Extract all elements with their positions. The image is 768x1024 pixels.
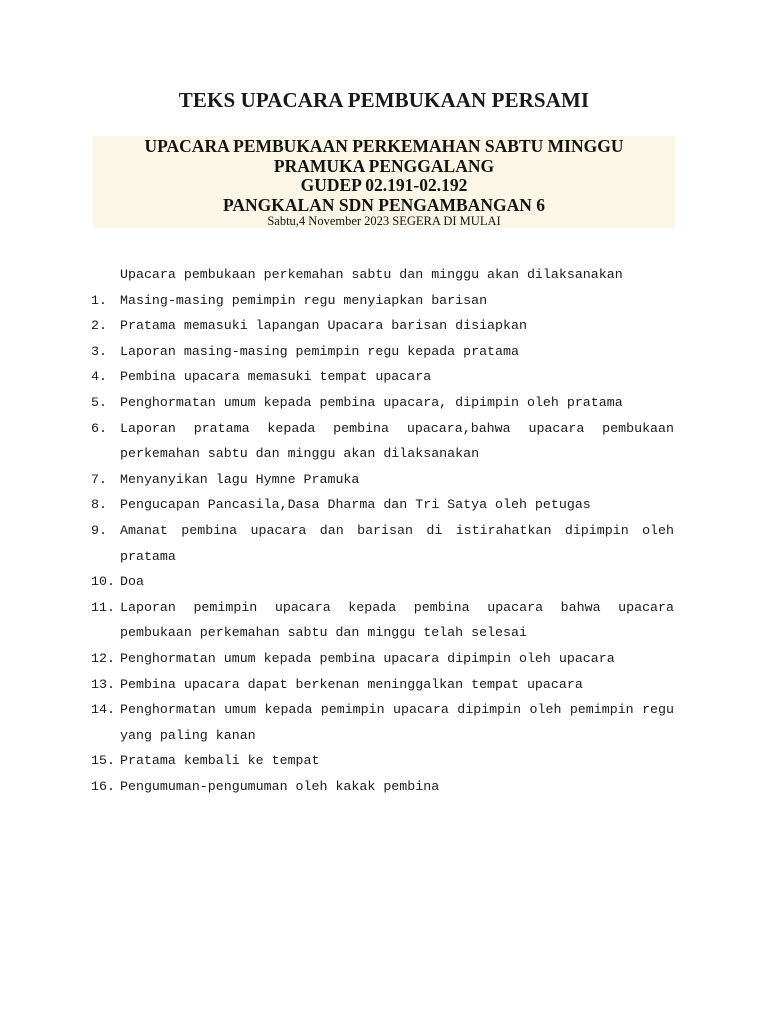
banner-date: Sabtu,4 November 2023 SEGERA DI MULAI (267, 214, 501, 228)
step-text: Amanat pembina upacara dan barisan di istirahatkan dipimpin oleh pratama (120, 522, 674, 564)
step-number: 2. (91, 318, 107, 334)
list-item (0, 518, 768, 569)
step-text: Pratama memasuki lapangan Upacara barisan disiapkan (120, 318, 527, 334)
step-number: 9. (91, 522, 107, 538)
list-item (0, 390, 768, 416)
list-item (0, 748, 768, 774)
step-text: Penghormatan umum kepada pembina upacara, dipimpin oleh pratama (120, 394, 623, 410)
step-text: Pratama kembali ke tempat (120, 753, 320, 769)
list-item (0, 416, 768, 467)
step-text: Penghormatan umum kepada pembina upacara dipimpin oleh upacara (120, 650, 615, 666)
step-number: 16. (91, 778, 115, 794)
step-number: 3. (91, 343, 107, 359)
step-text: Menyanyikan lagu Hymne Pramuka (120, 471, 360, 487)
step-number: 13. (91, 676, 115, 692)
intro-text: Upacara pembukaan perkemahan sabtu dan minggu akan dilaksanakan (120, 267, 623, 282)
list-item (0, 364, 768, 390)
step-number: 7. (91, 471, 107, 487)
ceremony-content (0, 262, 768, 799)
step-text: Pengucapan Pancasila,Dasa Dharma dan Tri Satya oleh petugas (120, 497, 591, 513)
list-item (0, 697, 768, 748)
list-item (0, 288, 768, 314)
step-number: 5. (91, 394, 107, 410)
step-number: 4. (91, 369, 107, 385)
step-number: 6. (91, 420, 107, 436)
list-item (0, 492, 768, 518)
step-text: Laporan pratama kepada pembina upacara,bahwa upacara pembukaan perkemahan sabtu dan minggu akan dilaksanakan (120, 420, 674, 462)
step-text: Masing-masing pemimpin regu menyiapkan barisan (120, 292, 488, 308)
step-number: 12. (91, 650, 115, 666)
list-item (0, 774, 768, 800)
step-number: 14. (91, 702, 115, 718)
step-text: Doa (120, 574, 144, 590)
banner-line-event: UPACARA PEMBUKAAN PERKEMAHAN SABTU MINGGU (144, 136, 624, 156)
step-number: 15. (91, 753, 115, 769)
list-item (0, 672, 768, 698)
list-item (0, 339, 768, 365)
list-item (0, 569, 768, 595)
step-text: Pembina upacara memasuki tempat upacara (120, 369, 432, 385)
step-number: 8. (91, 497, 107, 513)
banner-line-gudep: GUDEP 02.191-02.192 (300, 175, 468, 195)
step-text: Penghormatan umum kepada pemimpin upacara dipimpin oleh pemimpin regu yang paling kanan (120, 702, 674, 743)
ceremony-steps-list (0, 288, 768, 800)
banner-line-school: PANGKALAN SDN PENGAMBANGAN 6 (223, 194, 545, 215)
step-number: 1. (91, 292, 107, 308)
banner-line-level: PRAMUKA PENGGALANG (273, 155, 495, 176)
step-number: 10. (91, 574, 115, 590)
event-banner (93, 136, 675, 228)
list-item (0, 467, 768, 493)
list-item (0, 313, 768, 339)
step-text: Pembina upacara dapat berkenan meninggalkan tempat upacara (120, 676, 583, 692)
step-text: Laporan masing-masing pemimpin regu kepada pratama (120, 343, 519, 359)
document-title: TEKS UPACARA PEMBUKAAN PERSAMI (178, 88, 590, 112)
step-number: 11. (91, 599, 115, 615)
list-item (0, 646, 768, 672)
step-text: Pengumuman-pengumuman oleh kakak pembina (120, 778, 440, 794)
list-item (0, 595, 768, 646)
step-text: Laporan pemimpin upacara kepada pembina upacara bahwa upacara pembukaan perkemahan sabtu dan minggu telah selesai (120, 599, 674, 641)
